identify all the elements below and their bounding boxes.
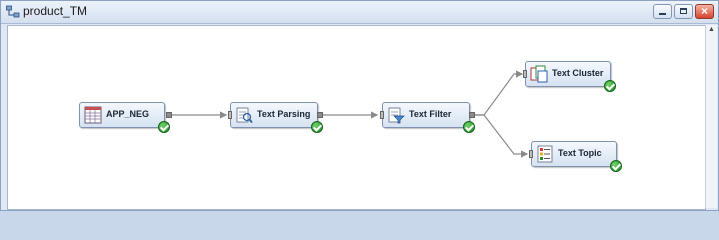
status-complete-icon (604, 80, 616, 92)
output-port[interactable] (317, 112, 323, 118)
node-label: Text Topic (558, 148, 602, 158)
input-port[interactable] (523, 70, 527, 78)
connection-textfilter-texttopic[interactable] (474, 115, 527, 154)
process-flow-icon (6, 5, 20, 19)
input-port[interactable] (380, 111, 384, 119)
minimize-button[interactable] (653, 4, 672, 19)
close-button[interactable] (695, 4, 714, 19)
status-complete-icon (463, 121, 475, 133)
minimize-icon (659, 13, 666, 15)
input-port[interactable] (228, 111, 232, 119)
text-filter-icon (387, 106, 405, 124)
output-port[interactable] (166, 112, 172, 118)
node-text-cluster[interactable] (525, 61, 611, 87)
vertical-scrollbar[interactable] (705, 25, 717, 208)
window-controls (653, 4, 714, 19)
connection-textfilter-textcluster[interactable] (474, 74, 522, 115)
window-title: product_TM (23, 4, 88, 18)
close-icon: × (700, 4, 708, 18)
node-label: Text Cluster (552, 68, 604, 78)
status-complete-icon (311, 121, 323, 133)
text-topic-icon (536, 145, 554, 163)
maximize-icon (680, 8, 687, 14)
node-text-topic[interactable] (531, 141, 617, 167)
text-parsing-icon (235, 106, 253, 124)
status-complete-icon (610, 160, 622, 172)
node-app-neg[interactable] (79, 102, 165, 128)
text-cluster-icon (530, 65, 548, 83)
window-titlebar[interactable] (1, 1, 718, 24)
node-label: Text Parsing (257, 109, 311, 119)
output-port[interactable] (469, 112, 475, 118)
node-label: APP_NEG (106, 109, 150, 119)
node-text-filter[interactable] (382, 102, 470, 128)
input-port[interactable] (529, 150, 533, 158)
node-label: Text Filter (409, 109, 452, 119)
maximize-button[interactable] (674, 4, 693, 19)
data-source-icon (84, 106, 102, 124)
status-complete-icon (158, 121, 170, 133)
scroll-up-icon[interactable]: ▲ (708, 26, 715, 33)
node-text-parsing[interactable] (230, 102, 318, 128)
diagram-canvas[interactable] (7, 25, 706, 210)
